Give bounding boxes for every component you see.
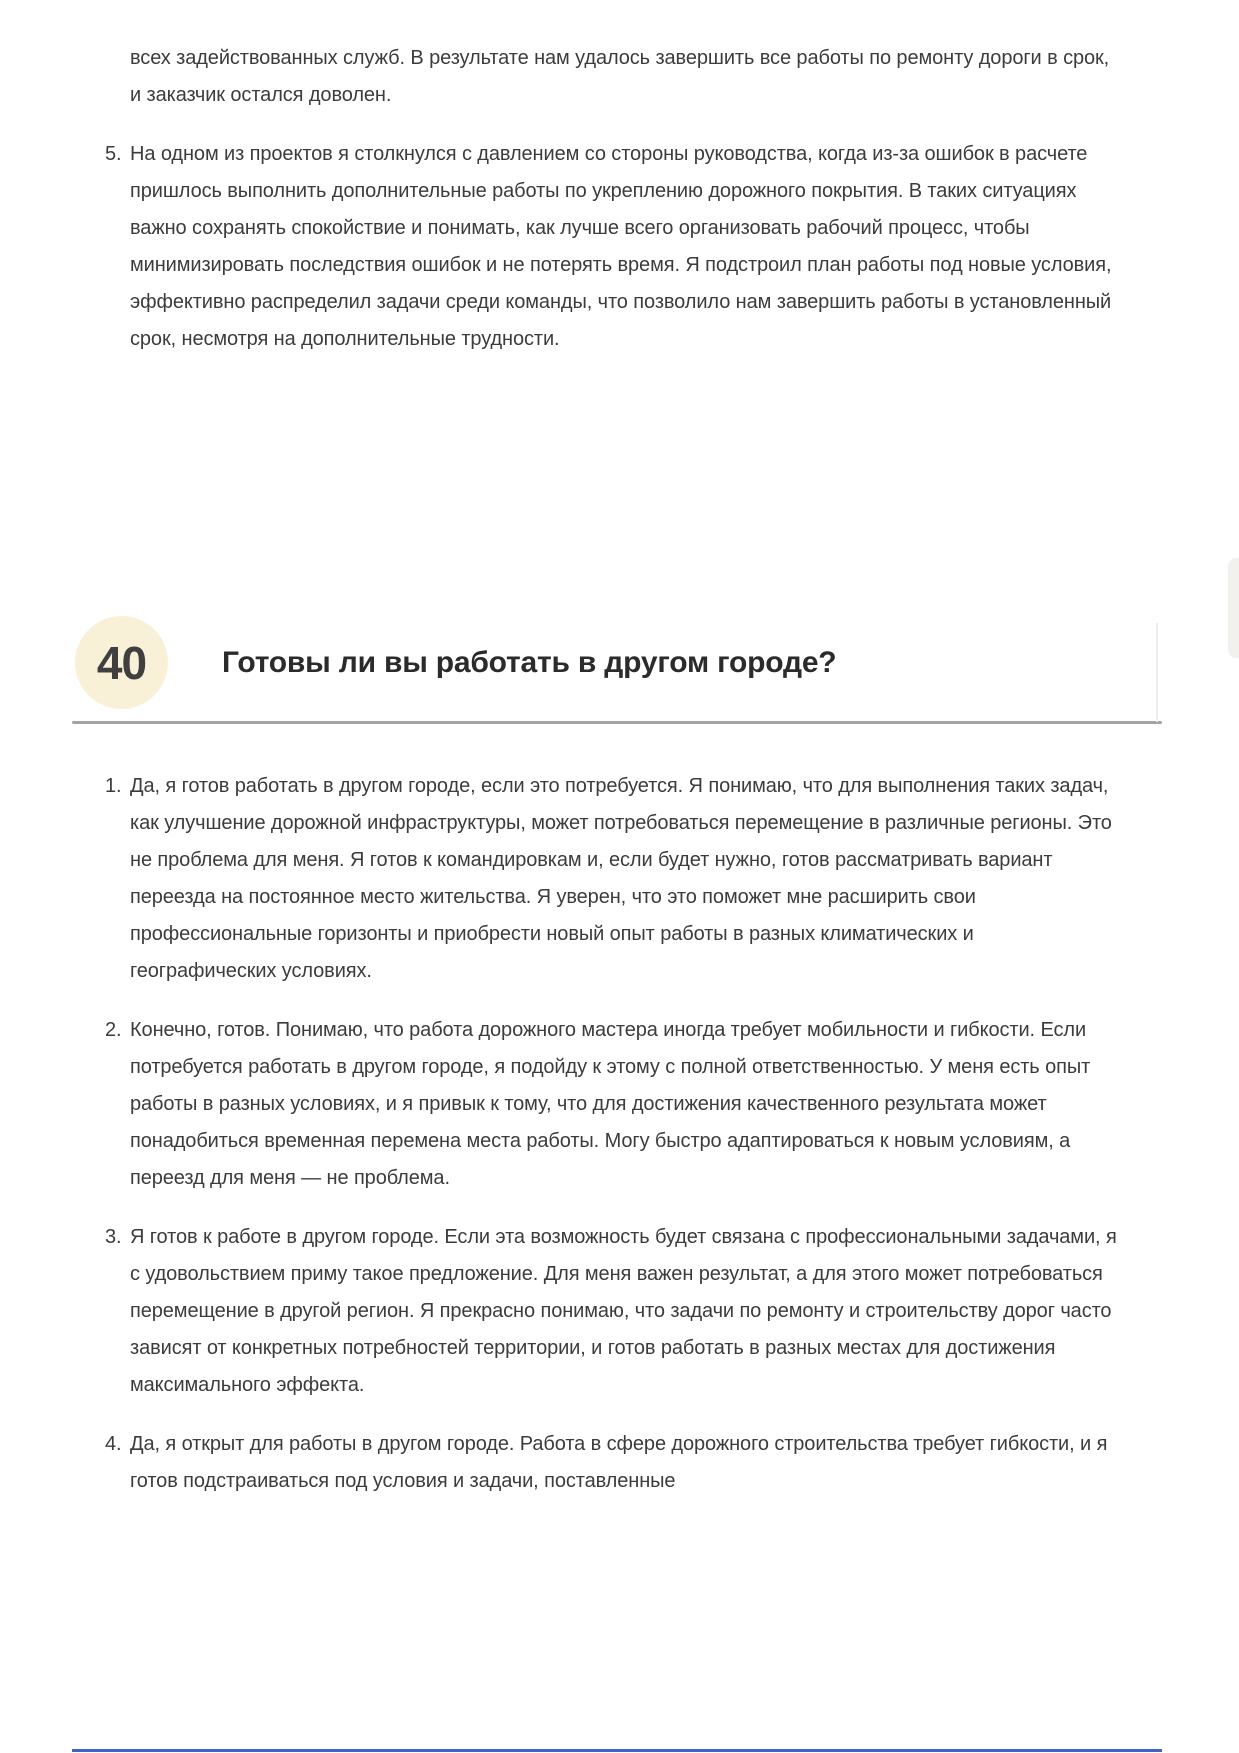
list-item-number: 5. [105,143,122,165]
page-corner-sliver [1228,558,1239,658]
list-item-text: Я готов к работе в другом городе. Если эта возможность будет связана с профессиональными задачами, я с удовольствием приму такое предложение. Для меня важен результат, а для этого может потребоваться перемещение в другой регион. Я прекрасно понимаю, что задачи по ремонту и строительству дорог часто зависят от конкретных потребностей территории, и готов работать в разных местах для достижения максимального эффекта. [130,1226,1117,1396]
bottom-accent-line [72,1749,1162,1752]
list-item [105,1426,1125,1500]
list-item-number: 3. [105,1226,122,1248]
list-item-number: 2. [105,1019,122,1041]
page-edge-line [1156,623,1158,722]
list-item-text: Конечно, готов. Понимаю, что работа дорожного мастера иногда требует мобильности и гибкости. Если потребуется работать в другом городе, я подойду к этому с полной ответственностью. У меня есть опыт работы в разных условиях, и я привык к тому, что для достижения качественного результата может понадобиться временная перемена места работы. Могу быстро адаптироваться к новым условиям, а переезд для меня — не проблема. [130,1019,1091,1189]
list-item-text: Да, я готов работать в другом городе, если это потребуется. Я понимаю, что для выполнения таких задач, как улучшение дорожной инфраструктуры, может потребоваться перемещение в различные регионы. Это не проблема для меня. Я готов к командировкам и, если будет нужно, готов рассматривать вариант переезда на постоянное место жительства. Я уверен, что это поможет мне расширить свои профессиональные горизонты и приобрести новый опыт работы в разных климатических и географических условиях. [130,775,1112,982]
question-header [0,613,1239,728]
section-divider [72,721,1162,724]
answers-section [105,768,1125,1522]
continuation-paragraph: всех задействованных служб. В результате нам удалось завершить все работы по ремонту дороги в срок, и заказчик остался доволен. [130,47,1110,106]
list-item [105,136,1125,358]
list-item [105,1012,1125,1197]
list-item-text: Да, я открыт для работы в другом городе. Работа в сфере дорожного строительства требует гибкости, и я готов подстраиваться под условия и задачи, поставленные [130,1433,1108,1492]
question-number: 40 [96,636,147,689]
previous-answers-section [105,40,1125,380]
question-number-badge [75,616,168,709]
list-item-text: На одном из проектов я столкнулся с давлением со стороны руководства, когда из-за ошибок в расчете пришлось выполнить дополнительные работы по укреплению дорожного покрытия. В таких ситуациях важно сохранять спокойствие и понимать, как лучше всего организовать рабочий процесс, чтобы минимизировать последствия ошибок и не потерять время. Я подстроил план работы под новые условия, эффективно распределил задачи среди команды, что позволило нам завершить работы в установленный срок, несмотря на дополнительные трудности. [130,143,1112,350]
list-item [105,768,1125,990]
question-title: Готовы ли вы работать в другом городе? [222,646,837,679]
list-item-number: 1. [105,775,122,797]
list-item-number: 4. [105,1433,122,1455]
list-item [105,1219,1125,1404]
